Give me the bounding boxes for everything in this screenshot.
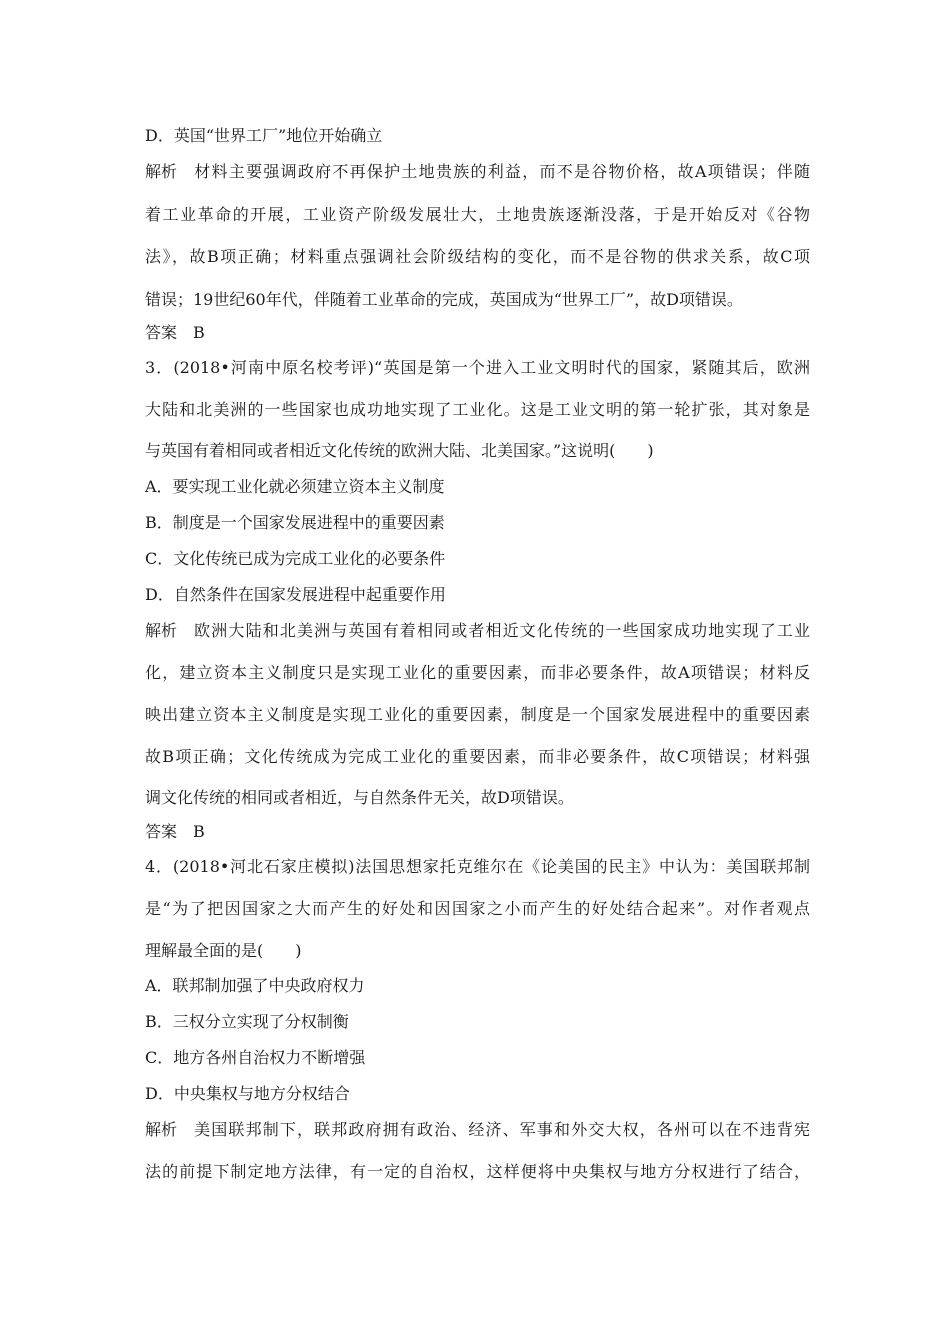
q4-stem-line-1: 4．(2018•河北石家庄模拟)法国思想家托克维尔在《论美国的民主》中认为：美国联邦制 <box>145 857 810 876</box>
q4-option-a: A．联邦制加强了中央政府权力 <box>145 976 365 995</box>
q4-analysis-line-1: 解析 美国联邦制下，联邦政府拥有政治、经济、军事和外交大权，各州可以在不违背宪 <box>145 1120 810 1139</box>
q4-analysis-line-2: 法的前提下制定地方法律，有一定的自治权，这样便将中央集权与地方分权进行了结合， <box>145 1162 810 1181</box>
q2-analysis-label: 解析 <box>145 162 178 181</box>
q3-answer <box>145 821 810 843</box>
q2-analysis-line-2: 着工业革命的开展，工业资产阶级发展壮大，土地贵族逐渐没落，于是开始反对《谷物 <box>145 205 810 224</box>
q3-stem-line-2: 大陆和北美洲的一些国家也成功地实现了工业化。这是工业文明的第一轮扩张，其对象是 <box>145 400 810 419</box>
q3-analysis-label: 解析 <box>145 621 178 640</box>
q3-option-a: A．要实现工业化就必须建立资本主义制度 <box>145 477 445 496</box>
q3-stem-line-1: 3．(2018•河南中原名校考评)“英国是第一个进入工业文明时代的国家，紧随其后，欧洲 <box>145 358 810 377</box>
q2-answer-value: B <box>193 323 205 342</box>
q3-answer-value: B <box>193 822 205 841</box>
q4-option-b: B．三权分立实现了分权制衡 <box>145 1012 349 1031</box>
q4-option-c: C．地方各州自治权力不断增强 <box>145 1048 366 1067</box>
q2-answer-label: 答案 <box>145 323 178 342</box>
q4-option-d: D．中央集权与地方分权结合 <box>145 1084 350 1103</box>
q2-option-d: D．英国“世界工厂”地位开始确立 <box>145 126 383 145</box>
q3-option-b: B．制度是一个国家发展进程中的重要因素 <box>145 513 445 532</box>
q3-analysis-line-3: 映出建立资本主义制度是实现工业化的重要因素，制度是一个国家发展进程中的重要因素 <box>145 705 810 724</box>
q3-option-d: D．自然条件在国家发展进程中起重要作用 <box>145 585 446 604</box>
q3-answer-label: 答案 <box>145 822 178 841</box>
q2-analysis-line-4: 错误；19世纪60年代，伴随着工业革命的完成，英国成为“世界工厂”，故D项错误。 <box>145 290 743 309</box>
q4-analysis-label: 解析 <box>145 1120 178 1139</box>
q3-analysis-line-4: 故B项正确；文化传统成为完成工业化的重要因素，而非必要条件，故C项错误；材料强 <box>145 747 810 766</box>
q3-option-c: C．文化传统已成为完成工业化的必要条件 <box>145 549 446 568</box>
q3-analysis-line-1: 解析 欧洲大陆和北美洲与英国有着相同或者相近文化传统的一些国家成功地实现了工业 <box>145 621 810 640</box>
q2-answer <box>145 322 810 344</box>
q3-analysis-line-5: 调文化传统的相同或者相近，与自然条件无关，故D项错误。 <box>145 788 574 807</box>
q3-stem-line-3: 与英国有着相同或者相近文化传统的欧洲大陆、北美国家。”这说明( ) <box>145 441 654 460</box>
q3-analysis-line-2: 化，建立资本主义制度只是实现工业化的重要因素，而非必要条件，故A项错误；材料反 <box>145 663 810 682</box>
q4-stem-line-2: 是“为了把因国家之大而产生的好处和因国家之小而产生的好处结合起来”。对作者观点 <box>145 899 810 918</box>
q2-analysis-line-3: 法》，故B项正确；材料重点强调社会阶级结构的变化，而不是谷物的供求关系，故C项 <box>145 247 810 266</box>
q2-analysis-line-1: 解析 材料主要强调政府不再保护土地贵族的利益，而不是谷物价格，故A项错误；伴随 <box>145 162 810 181</box>
q4-stem-line-3: 理解最全面的是( ) <box>145 941 302 960</box>
